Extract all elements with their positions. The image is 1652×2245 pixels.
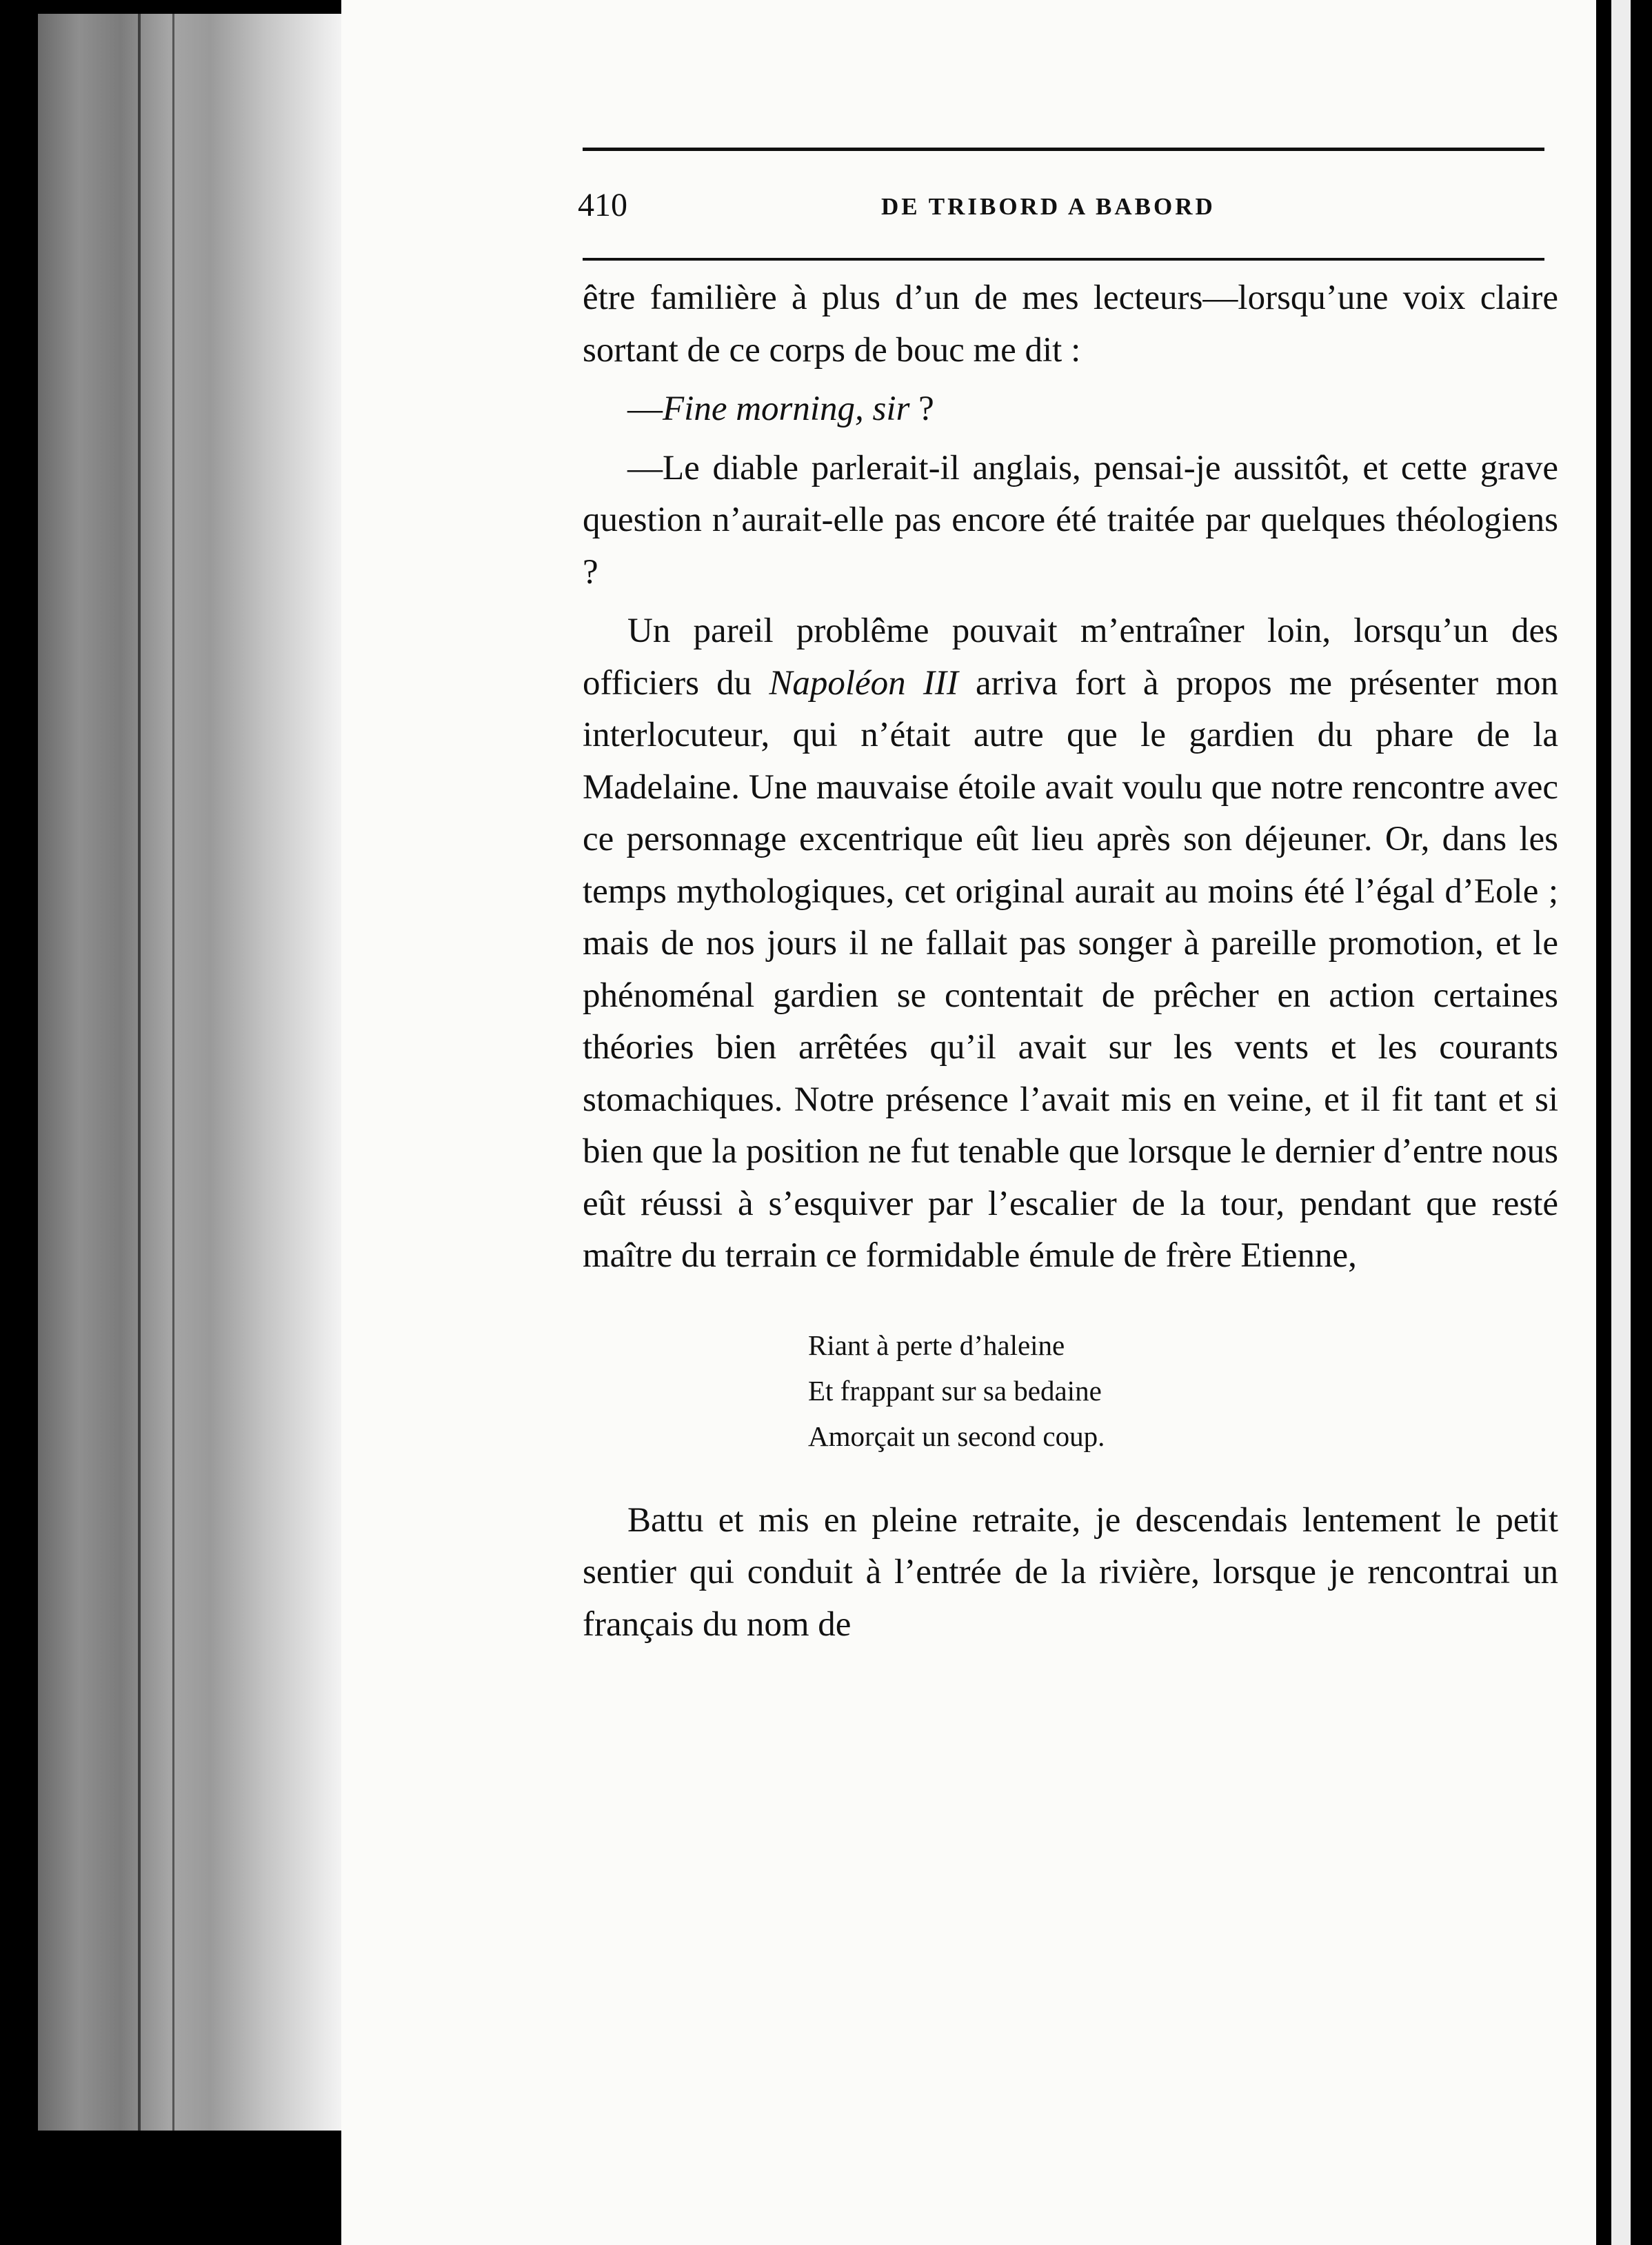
paragraph-1: être familière à plus d’un de mes lecteurs—lorsqu’une voix claire sortant de ce corps de bouc me dit : <box>583 279 1558 370</box>
page-number: 410 <box>578 187 627 223</box>
verse-line: Riant à perte d’haleine <box>808 1329 1065 1361</box>
verse-quote <box>808 1322 1558 1459</box>
italic-phrase: Fine morning, sir <box>663 390 910 428</box>
verse-line: Et frappant sur sa bedaine <box>808 1374 1102 1407</box>
scan-border <box>1596 0 1652 2245</box>
running-title: DE TRIBORD A BABORD <box>881 193 1216 220</box>
page-text <box>583 272 1558 1651</box>
paragraph-5: Battu et mis en pleine retraite, je descendais lentement le petit sentier qui conduit à l’entrée de la rivière, lorsque je rencontrai un français du nom de <box>583 1500 1558 1644</box>
dialogue-dash: — <box>627 390 663 428</box>
paragraph-4 <box>583 605 1558 1282</box>
paragraph-4-rest: arriva fort à propos me présenter mon interlocuteur, qui n’était autre que le gardien du phare de la Madelaine. Une mauvaise étoile avait voulu que notre rencontre avec ce personnage excentrique eût lieu après son déjeuner. Or, dans les temps mythologiques, cet original aurait au moins été l’égal d’Eole ; mais de nos jours il ne fallait pas songer à pareille promotion, et le phénoménal gardien se contentait de prêcher en action certaines théories bien arrêtées qu’il avait sur les vents et les courants stomachiques. Notre présence l’avait mis en veine, et il fit tant et si bien que la position ne fut tenable que lorsque le dernier d’entre nous eût réussi à s’esquiver par l’escalier de la tour, pendant que resté maître du terrain ce formidable émule de frère Etienne, <box>583 663 1558 1275</box>
header-rule-top <box>583 148 1544 151</box>
running-header <box>578 186 1543 241</box>
header-rule-bottom <box>583 258 1544 261</box>
paragraph-4-start: Un pareil problême pouvait m’entraîner loin, lorsqu’un des officiers du <box>583 612 1558 703</box>
book-page-edges <box>38 14 341 2131</box>
paragraph-2 <box>583 383 1558 436</box>
ship-name: Napoléon III <box>769 663 958 703</box>
question-mark: ? <box>909 390 934 428</box>
verse-line: Amorçait un second coup. <box>808 1420 1105 1452</box>
paragraph-3: —Le diable parlerait-il anglais, pensai-je aussitôt, et cette grave question n’aurait-elle pas encore été traitée par quelques théologiens ? <box>583 448 1558 592</box>
